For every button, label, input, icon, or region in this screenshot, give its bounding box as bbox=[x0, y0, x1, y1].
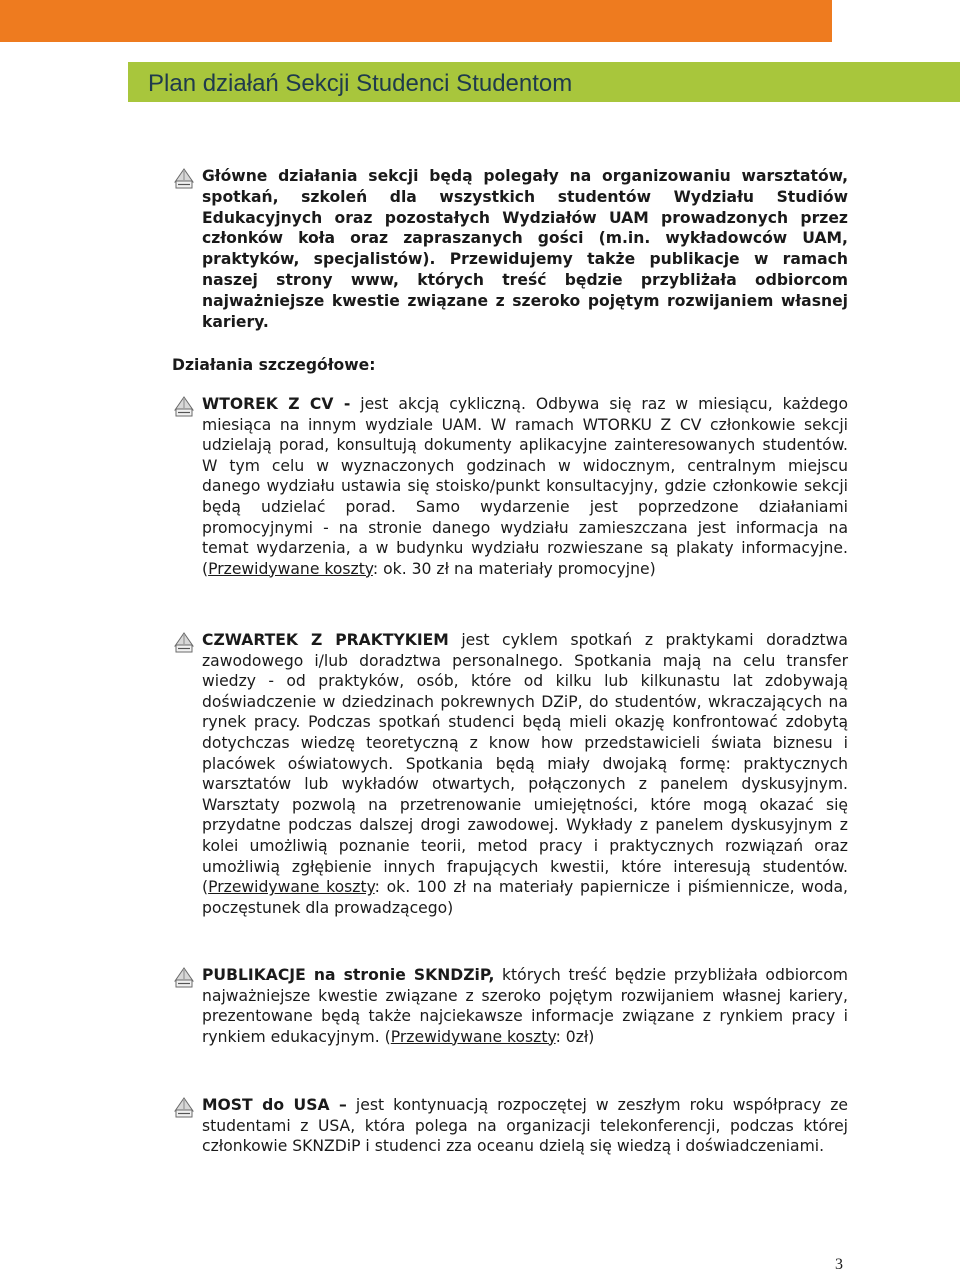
list-item bbox=[172, 1095, 848, 1157]
item-text: jest kontynuacją rozpoczętej w zeszłym roku współpracy ze studentami z USA, która polega na organizacji telekonferencji, podczas której członkowie SKNZDiP i studenci zza oceanu dzielą się wiedzą i doświadczeniami. bbox=[202, 1096, 848, 1156]
cost-label: Przewidywane koszty bbox=[208, 559, 373, 578]
item-paragraph bbox=[202, 1095, 848, 1157]
bullet-emblem-icon bbox=[172, 394, 196, 420]
cost-label: Przewidywane koszty bbox=[208, 878, 375, 897]
list-item bbox=[172, 394, 848, 579]
item-text: jest akcją cykliczną. Odbywa się raz w miesiącu, każdego miesiąca na innym wydziale UAM. W ramach WTORKU Z CV członkowie sekcji udzielają porad, konsultują dokumenty aplikacyjne zainteresowanych studentów. W tym celu w wyznaczonych godzinach w widocznym, centralnym miejscu danego wydziału ustawia się stoisko/punkt konsultacyjny, gdzie członkowie sekcji będą udzielać porad. Samo wydarzenie jest poprzedzone działaniami promocyjnymi - na stronie danego wydziału zamieszczana jest informacja na temat wydarzenia, a w budynku wydziału rozwieszane są plakaty informacyjne. ( bbox=[202, 395, 848, 578]
bullet-emblem-icon bbox=[172, 630, 196, 656]
item-text: których treść będzie przybliżała odbiorcom najważniejsze kwestie związane z szeroko pojętym rozwijaniem własnej kariery, prezentowane będą także najciekawsze informacje związane z rynkiem pracy i rynkiem edukacyjnym. ( bbox=[202, 966, 848, 1046]
bullet-emblem-icon bbox=[172, 166, 196, 192]
item-text-end: : 0zł) bbox=[555, 1027, 595, 1046]
bullet-emblem-icon bbox=[172, 965, 196, 991]
cost-label: Przewidywane koszty bbox=[390, 1027, 556, 1046]
page-number: 3 bbox=[835, 1256, 843, 1273]
page-title: Plan działań Sekcji Studenci Studentom bbox=[148, 70, 573, 97]
intro-item bbox=[172, 166, 848, 332]
title-band bbox=[128, 62, 960, 102]
item-lead: MOST do USA – bbox=[202, 1096, 347, 1114]
intro-paragraph: Główne działania sekcji będą polegały na organizowaniu warsztatów, spotkań, szkoleń dla wszystkich studentów Wydziału Studiów Edukacyjnych oraz pozostałych Wydziałów UAM prowadzonych przez członków koła oraz zapraszanych gości (m.in. wykładowców UAM, praktyków, specjalistów). Przewidujemy także publikacje w ramach naszej strony www, których treść będzie przybliżała odbiorcom najważniejsze kwestie związane z szeroko pojętym rozwijaniem własnej kariery. bbox=[202, 167, 848, 331]
list-item bbox=[172, 965, 848, 1047]
item-lead: CZWARTEK Z PRAKTYKIEM bbox=[202, 631, 449, 649]
item-paragraph bbox=[202, 394, 848, 579]
decorative-top-bar bbox=[0, 0, 832, 42]
item-paragraph bbox=[202, 630, 848, 918]
item-text: jest cyklem spotkań z praktykami doradztwa zawodowego i/lub doradztwa personalnego. Spotkania mają na celu transfer wiedzy - od praktyków, osób, które od kilku lub kilkunastu lat zdobywają doświadczenie w dziedzinach pokrewnych DZiP, do studentów, wkraczających na rynek pracy. Podczas spotkań studenci będą mieli okazję konfrontować zdobytą dotychczas wiedzę teoretyczną z know how przedstawicieli świata biznesu i placówek oświatowych. Spotkania będą miały dwojaką formę: praktycznych warsztatów lub wykładów otwartych, połączonych z panelem dyskusyjnym. Warsztaty pozwolą na przetrenowanie umiejętności, które mogą okazać się przydatne podczas dalszej drogi zawodowej. Wykłady z panelem dyskusyjnym z kolei umożliwią poznanie teorii, metod pracy i praktycznych rozwiązań oraz umożliwią zgłębienie innych frapujących kwestii, które interesują studentów. ( bbox=[202, 631, 848, 897]
bullet-emblem-icon bbox=[172, 1095, 196, 1121]
item-lead: PUBLIKACJE na stronie SKNDZiP, bbox=[202, 966, 495, 984]
item-paragraph bbox=[202, 965, 848, 1047]
item-text-end: : ok. 100 zł na materiały papiernicze i piśmiennicze, woda, poczęstunek dla prowadzącego) bbox=[202, 878, 849, 917]
list-item bbox=[172, 630, 848, 918]
item-lead: WTOREK Z CV - bbox=[202, 395, 351, 413]
section-subheading: Działania szczegółowe: bbox=[172, 356, 376, 374]
item-text-end: : ok. 30 zł na materiały promocyjne) bbox=[372, 559, 656, 578]
